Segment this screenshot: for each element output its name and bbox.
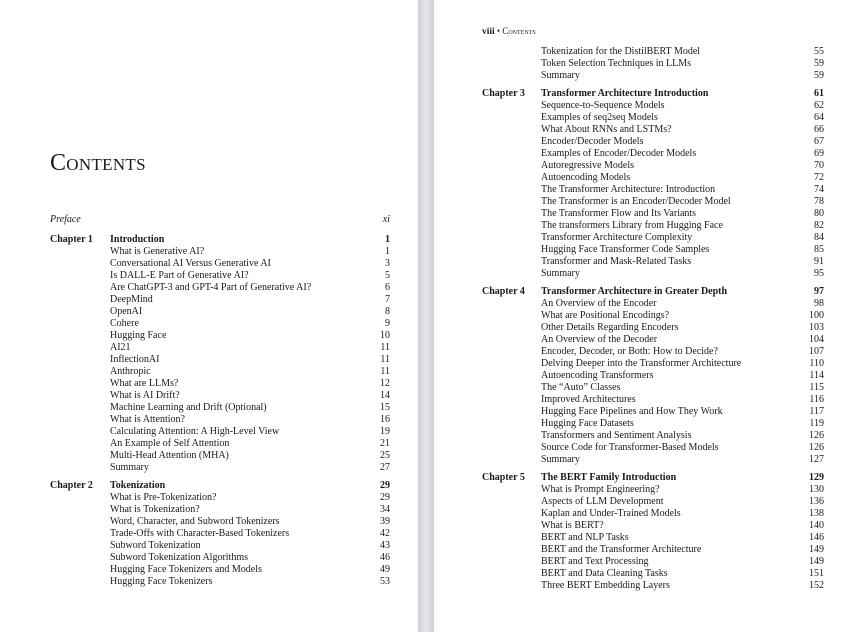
- chapter-page: 29: [380, 480, 390, 491]
- toc-entry-page: 42: [380, 528, 390, 539]
- toc-entry-title: Cohere: [110, 318, 139, 329]
- preface-page: xi: [382, 214, 390, 225]
- toc-entry-title: What are Positional Encodings?: [541, 310, 670, 321]
- toc-entry-title: BERT and Text Processing: [541, 556, 649, 567]
- toc-entry[interactable]: [50, 516, 390, 528]
- chapter-label: Chapter 4: [482, 286, 525, 297]
- toc-entry-title: Subword Tokenization: [110, 540, 201, 551]
- toc-entry-page: 91: [814, 256, 824, 267]
- toc-entry[interactable]: [482, 208, 824, 220]
- toc-entry-page: 21: [380, 438, 390, 449]
- toc-entry[interactable]: [482, 568, 824, 580]
- toc-entry-title: What are LLMs?: [110, 378, 179, 389]
- toc-entry[interactable]: [482, 232, 824, 244]
- toc-entry-page: 116: [809, 394, 824, 405]
- toc-entry-title: What is Pre-Tokenization?: [110, 492, 217, 503]
- toc-entry-page: 117: [809, 406, 824, 417]
- toc-entry-page: 115: [809, 382, 824, 393]
- toc-entry-title: Source Code for Transformer-Based Models: [541, 442, 719, 453]
- toc-entry[interactable]: [482, 112, 824, 124]
- toc-entry-title: Encoder/Decoder Models: [541, 136, 644, 147]
- toc-entry[interactable]: [50, 258, 390, 270]
- toc-entry[interactable]: [50, 402, 390, 414]
- chapter-heading[interactable]: [482, 286, 824, 298]
- toc-entry[interactable]: [50, 564, 390, 576]
- toc-entry-title: Hugging Face Transformer Code Samples: [541, 244, 710, 255]
- toc-entry-page: 149: [809, 556, 824, 567]
- toc-entry-page: 74: [814, 184, 824, 195]
- toc-entry-title: The Transformer is an Encoder/Decoder Model: [541, 196, 731, 207]
- toc-entry-title: What is BERT?: [541, 520, 604, 531]
- toc-entry[interactable]: [50, 426, 390, 438]
- toc-entry[interactable]: [482, 70, 824, 82]
- toc-entry-title: What is Generative AI?: [110, 246, 205, 257]
- toc-entry[interactable]: [482, 394, 824, 406]
- chapter-title: Transformer Architecture in Greater Depth: [541, 286, 728, 297]
- toc-entry[interactable]: [50, 318, 390, 330]
- toc-entry-title: Kaplan and Under-Trained Models: [541, 508, 681, 519]
- toc-entry-title: What is Tokenization?: [110, 504, 200, 515]
- toc-entry-page: 114: [809, 370, 824, 381]
- toc-entry[interactable]: [50, 450, 390, 462]
- toc-entry[interactable]: [482, 580, 824, 592]
- chapter-heading[interactable]: [482, 88, 824, 100]
- toc-entry-title: What is Prompt Engineering?: [541, 484, 660, 495]
- toc-entry-title: Conversational AI Versus Generative AI: [110, 258, 271, 269]
- toc-entry[interactable]: [482, 370, 824, 382]
- chapter-page: 61: [814, 88, 824, 99]
- toc-entry-title: InflectionAI: [110, 354, 160, 365]
- toc-entry-page: 29: [380, 492, 390, 503]
- toc-entry-title: Improved Architectures: [541, 394, 636, 405]
- toc-entry[interactable]: [482, 46, 824, 58]
- toc-entry-page: 78: [814, 196, 824, 207]
- toc-entry-page: 130: [809, 484, 824, 495]
- toc-entry-page: 69: [814, 148, 824, 159]
- toc-entry-page: 66: [814, 124, 824, 135]
- toc-entry-page: 7: [385, 294, 390, 305]
- toc-entry[interactable]: [50, 342, 390, 354]
- toc-entry-title: What is Attention?: [110, 414, 185, 425]
- toc-entry-page: 5: [385, 270, 390, 281]
- toc-entry[interactable]: [482, 430, 824, 442]
- toc-entry-page: 136: [809, 496, 824, 507]
- toc-entry-page: 152: [809, 580, 824, 591]
- toc-entry[interactable]: [482, 484, 824, 496]
- toc-entry-title: Hugging Face Datasets: [541, 418, 634, 429]
- toc-entry-page: 151: [809, 568, 824, 579]
- toc-entry-page: 46: [380, 552, 390, 563]
- toc-entry[interactable]: [50, 438, 390, 450]
- toc-entry-page: 149: [809, 544, 824, 555]
- toc-entry[interactable]: [50, 576, 390, 588]
- toc-entry-page: 25: [380, 450, 390, 461]
- toc-entry-title: Autoencoding Models: [541, 172, 631, 183]
- chapter-title: Introduction: [110, 234, 165, 245]
- toc-entry-page: 9: [385, 318, 390, 329]
- toc-entry[interactable]: [50, 492, 390, 504]
- toc-entry[interactable]: [482, 268, 824, 280]
- toc-entry-title: BERT and Data Cleaning Tasks: [541, 568, 668, 579]
- toc-entry-page: 19: [380, 426, 390, 437]
- toc-entry-page: 34: [380, 504, 390, 515]
- toc-entry-page: 27: [380, 462, 390, 473]
- toc-entry[interactable]: [482, 382, 824, 394]
- toc-entry-page: 107: [809, 346, 824, 357]
- toc-entry-page: 126: [809, 442, 824, 453]
- toc-entry[interactable]: [482, 508, 824, 520]
- toc-entry-title: OpenAI: [110, 306, 143, 317]
- toc-entry-title: Transformer Architecture Complexity: [541, 232, 693, 243]
- toc-entry-title: Hugging Face Tokenizers: [110, 576, 213, 587]
- toc-entry-page: 12: [380, 378, 390, 389]
- toc-entry-title: Three BERT Embedding Layers: [541, 580, 670, 591]
- toc-entry-title: An Overview of the Decoder: [541, 334, 658, 345]
- toc-entry[interactable]: [482, 322, 824, 334]
- toc-entry-title: Hugging Face: [110, 330, 167, 341]
- toc-entry-page: 95: [814, 268, 824, 279]
- toc-entry-page: 110: [809, 358, 824, 369]
- toc-entry[interactable]: [482, 124, 824, 136]
- toc-entry-page: 1: [385, 246, 390, 257]
- toc-entry[interactable]: [482, 184, 824, 196]
- toc-entry-page: 3: [385, 258, 390, 269]
- toc-entry[interactable]: [482, 442, 824, 454]
- toc-entry-page: 55: [814, 46, 824, 57]
- toc-entry-title: Examples of seq2seq Models: [541, 112, 658, 123]
- toc-entry-title: Autoregressive Models: [541, 160, 635, 171]
- toc-entry-page: 126: [809, 430, 824, 441]
- toc-entry[interactable]: [50, 540, 390, 552]
- toc-entry-page: 140: [809, 520, 824, 531]
- toc-entry-title: Token Selection Techniques in LLMs: [541, 58, 692, 69]
- toc-entry[interactable]: [50, 390, 390, 402]
- toc-entry[interactable]: [482, 172, 824, 184]
- toc-entry-title: Other Details Regarding Encoders: [541, 322, 679, 333]
- chapter-label: Chapter 5: [482, 472, 525, 483]
- toc-entry[interactable]: [50, 414, 390, 426]
- toc-entry[interactable]: [50, 462, 390, 474]
- toc-entry-page: 8: [385, 306, 390, 317]
- toc-entry[interactable]: [482, 136, 824, 148]
- toc-entry[interactable]: [482, 520, 824, 532]
- toc-entry[interactable]: [482, 100, 824, 112]
- toc-entry-title: Multi-Head Attention (MHA): [110, 450, 229, 461]
- chapter-page: 1: [385, 234, 390, 245]
- toc-entry[interactable]: [482, 160, 824, 172]
- toc-entry-page: 11: [380, 342, 390, 353]
- toc-entry-page: 80: [814, 208, 824, 219]
- toc-entry-page: 100: [809, 310, 824, 321]
- toc-entry-page: 49: [380, 564, 390, 575]
- running-head: [482, 26, 536, 37]
- chapter-label: Chapter 2: [50, 480, 93, 491]
- toc-entry-page: 43: [380, 540, 390, 551]
- toc-entry-page: 59: [814, 58, 824, 69]
- toc-entry-page: 127: [809, 454, 824, 465]
- toc-entry-title: Transformers and Sentiment Analysis: [541, 430, 692, 441]
- chapter-title: Tokenization: [110, 480, 166, 491]
- toc-entry-title: Machine Learning and Drift (Optional): [110, 402, 267, 413]
- toc-entry-page: 104: [809, 334, 824, 345]
- toc-entry-title: Tokenization for the DistilBERT Model: [541, 46, 701, 57]
- toc-entry-title: Is DALL-E Part of Generative AI?: [110, 270, 249, 281]
- toc-entry-page: 146: [809, 532, 824, 543]
- toc-entry-page: 98: [814, 298, 824, 309]
- chapter-heading[interactable]: [482, 472, 824, 484]
- toc-entry-title: Hugging Face Tokenizers and Models: [110, 564, 262, 575]
- toc-entry[interactable]: [50, 282, 390, 294]
- toc-entry[interactable]: [482, 358, 824, 370]
- preface-label: Preface: [50, 214, 81, 225]
- left-page: [0, 0, 418, 632]
- toc-entry-page: 62: [814, 100, 824, 111]
- running-head-section: Contents: [502, 26, 536, 36]
- toc-entry[interactable]: [482, 532, 824, 544]
- toc-entry-page: 84: [814, 232, 824, 243]
- preface-row[interactable]: [50, 214, 390, 226]
- toc-entry-title: Autoencoding Transformers: [541, 370, 654, 381]
- toc-entry[interactable]: [50, 306, 390, 318]
- toc-entry[interactable]: [50, 246, 390, 258]
- toc-entry-page: 64: [814, 112, 824, 123]
- toc-entry-title: Word, Character, and Subword Tokenizers: [110, 516, 280, 527]
- book-gutter: [418, 0, 434, 632]
- toc-entry[interactable]: [482, 244, 824, 256]
- toc-entry[interactable]: [482, 418, 824, 430]
- toc-entry-title: BERT and NLP Tasks: [541, 532, 629, 543]
- toc-entry-title: Anthropic: [110, 366, 151, 377]
- toc-entry-page: 11: [380, 354, 390, 365]
- toc-entry-title: Sequence-to-Sequence Models: [541, 100, 665, 111]
- toc-entry[interactable]: [50, 270, 390, 282]
- toc-entry-title: Summary: [110, 462, 149, 473]
- toc-entry-title: Calculating Attention: A High-Level View: [110, 426, 280, 437]
- toc-entry[interactable]: [50, 504, 390, 516]
- toc-entry[interactable]: [482, 220, 824, 232]
- toc-entry-page: 85: [814, 244, 824, 255]
- toc-entry[interactable]: [482, 196, 824, 208]
- toc-entry-page: 67: [814, 136, 824, 147]
- toc-entry-page: 16: [380, 414, 390, 425]
- toc-entry[interactable]: [482, 334, 824, 346]
- toc-entry-page: 72: [814, 172, 824, 183]
- toc-entry-page: 138: [809, 508, 824, 519]
- toc-entry-title: Summary: [541, 70, 580, 81]
- toc-entry-title: Hugging Face Pipelines and How They Work: [541, 406, 723, 417]
- toc-entry-title: Transformer and Mask-Related Tasks: [541, 256, 692, 267]
- toc-entry[interactable]: [482, 148, 824, 160]
- chapter-page: 129: [809, 472, 824, 483]
- toc-entry-title: An Example of Self Attention: [110, 438, 230, 449]
- toc-entry[interactable]: [482, 256, 824, 268]
- toc-entry-title: Summary: [541, 454, 580, 465]
- toc-entry-page: 59: [814, 70, 824, 81]
- toc-entry[interactable]: [50, 378, 390, 390]
- toc-entry[interactable]: [482, 556, 824, 568]
- toc-entry-title: The “Auto” Classes: [541, 382, 621, 393]
- chapter-page: 97: [814, 286, 824, 297]
- toc-entry[interactable]: [50, 330, 390, 342]
- toc-entry-page: 119: [809, 418, 824, 429]
- toc-entry-page: 14: [380, 390, 390, 401]
- toc-entry[interactable]: [50, 528, 390, 540]
- toc-entry-title: Encoder, Decoder, or Both: How to Decide?: [541, 346, 718, 357]
- chapter-heading[interactable]: [50, 234, 390, 246]
- toc-entry-title: Summary: [541, 268, 580, 279]
- chapter-title: Transformer Architecture Introduction: [541, 88, 709, 99]
- toc-entry-title: Aspects of LLM Development: [541, 496, 664, 507]
- chapter-label: Chapter 3: [482, 88, 525, 99]
- toc-entry-page: 70: [814, 160, 824, 171]
- toc-entry-title: Are ChatGPT-3 and GPT-4 Part of Generative AI?: [110, 282, 312, 293]
- toc-entry-title: The transformers Library from Hugging Face: [541, 220, 723, 231]
- toc-entry[interactable]: [482, 406, 824, 418]
- toc-entry[interactable]: [50, 366, 390, 378]
- running-head-bullet: •: [496, 26, 501, 36]
- toc-entry[interactable]: [482, 544, 824, 556]
- toc-entry[interactable]: [482, 310, 824, 322]
- toc-entry[interactable]: [482, 454, 824, 466]
- toc-entry[interactable]: [482, 496, 824, 508]
- toc-entry-title: An Overview of the Encoder: [541, 298, 657, 309]
- chapter-title: The BERT Family Introduction: [541, 472, 677, 483]
- chapter-heading[interactable]: [50, 480, 390, 492]
- toc-entry-title: Subword Tokenization Algorithms: [110, 552, 248, 563]
- toc-entry-title: DeepMind: [110, 294, 153, 305]
- toc-entry-title: Trade-Offs with Character-Based Tokenizers: [110, 528, 290, 539]
- toc-entry-title: BERT and the Transformer Architecture: [541, 544, 702, 555]
- toc-entry-title: Examples of Encoder/Decoder Models: [541, 148, 697, 159]
- toc-entry[interactable]: [482, 58, 824, 70]
- toc-entry-page: 39: [380, 516, 390, 527]
- toc-entry-page: 10: [380, 330, 390, 341]
- toc-entry-page: 6: [385, 282, 390, 293]
- toc-entry-title: AI21: [110, 342, 131, 353]
- chapter-label: Chapter 1: [50, 234, 93, 245]
- toc-entry-title: The Transformer Architecture: Introduction: [541, 184, 716, 195]
- toc-entry[interactable]: [50, 294, 390, 306]
- toc-entry-title: What About RNNs and LSTMs?: [541, 124, 672, 135]
- toc-entry[interactable]: [50, 552, 390, 564]
- toc-entry-page: 82: [814, 220, 824, 231]
- contents-title: Contents: [50, 150, 146, 176]
- toc-entry[interactable]: [482, 298, 824, 310]
- toc-entry-page: 15: [380, 402, 390, 413]
- running-head-page-number: viii: [482, 27, 495, 37]
- toc-entry-page: 53: [380, 576, 390, 587]
- toc-entry-title: Delving Deeper into the Transformer Architecture: [541, 358, 742, 369]
- toc-entry-page: 11: [380, 366, 390, 377]
- toc-entry-title: What is AI Drift?: [110, 390, 180, 401]
- toc-entry-title: The Transformer Flow and Its Variants: [541, 208, 697, 219]
- right-page: [434, 0, 867, 632]
- toc-entry[interactable]: [50, 354, 390, 366]
- toc-entry-page: 103: [809, 322, 824, 333]
- toc-entry[interactable]: [482, 346, 824, 358]
